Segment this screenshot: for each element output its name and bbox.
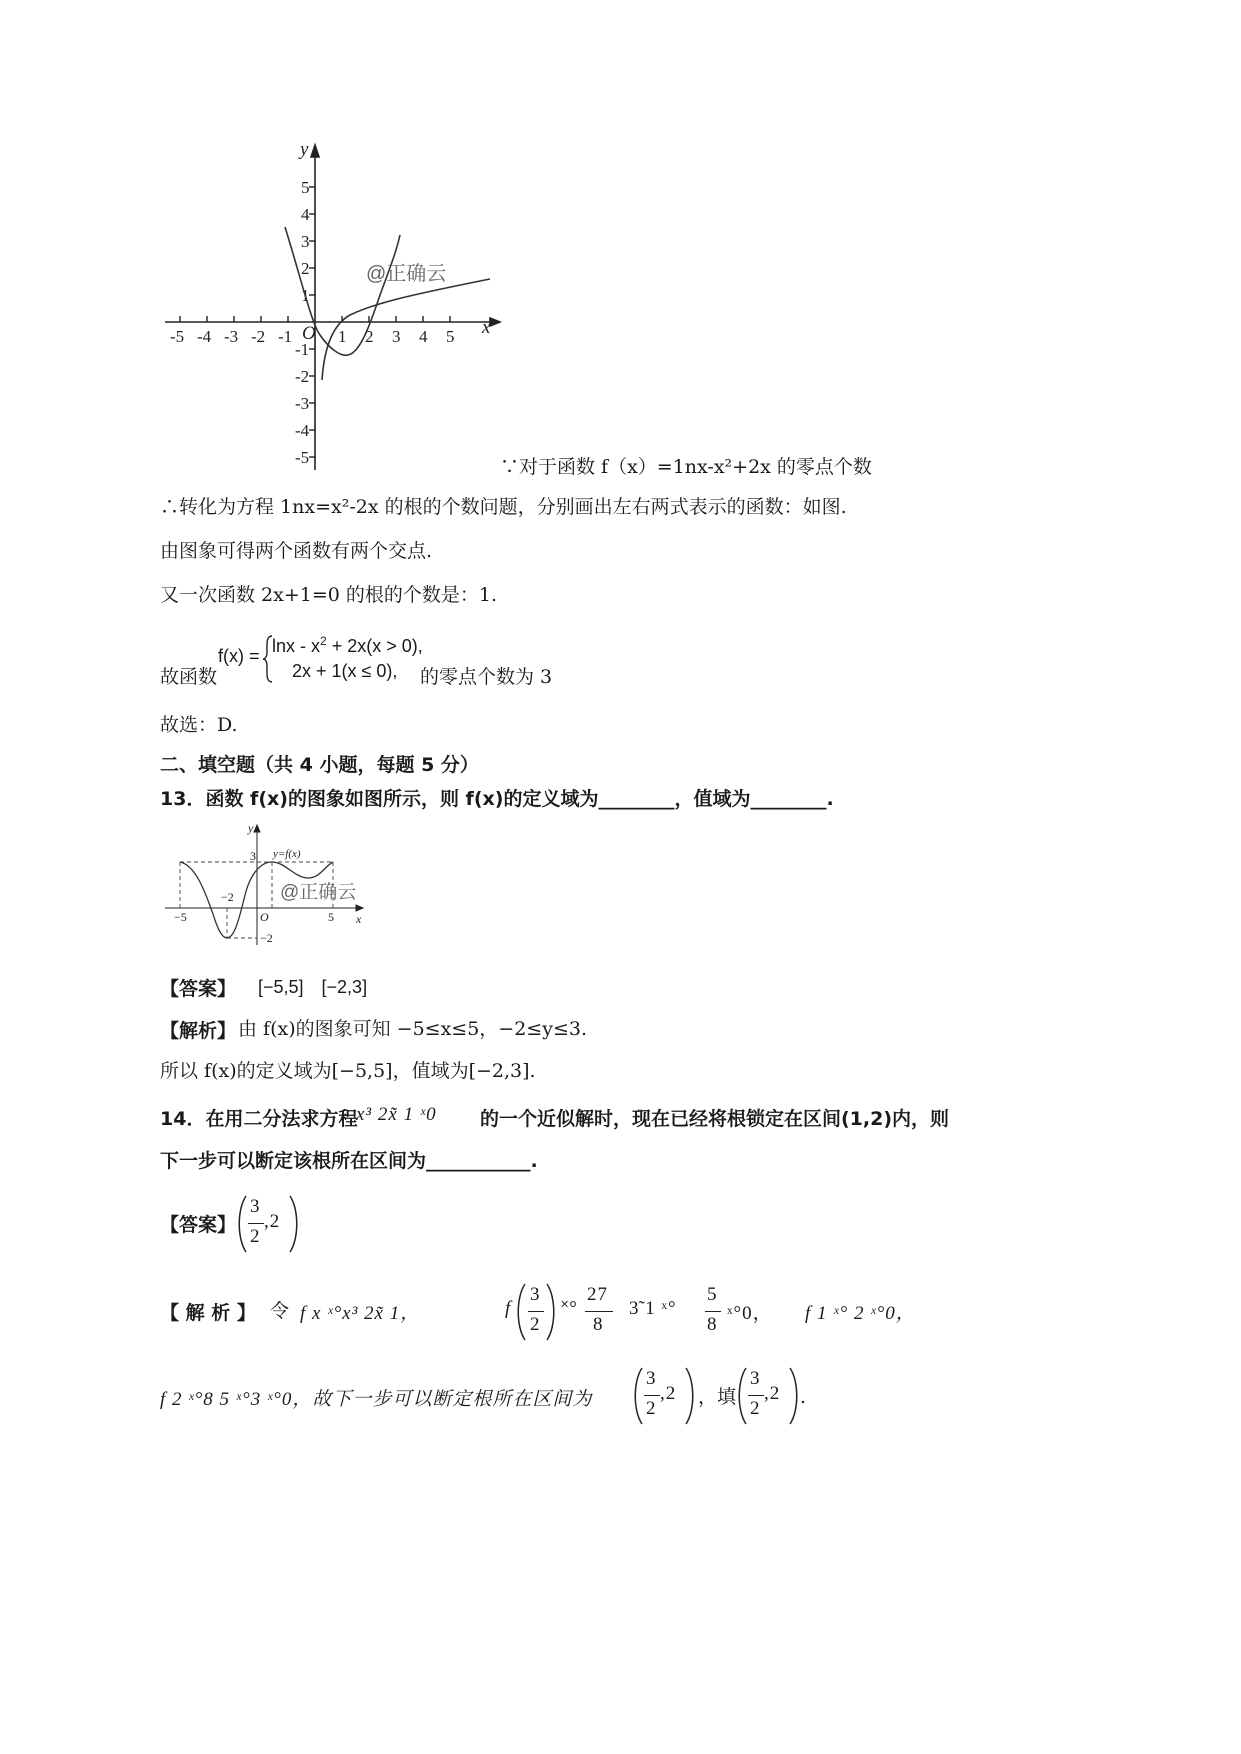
piecewise-case2: 2x + 1(x ≤ 0), bbox=[292, 661, 398, 681]
q13-tick-5: 5 bbox=[328, 910, 334, 924]
q13-y-label: y bbox=[248, 821, 254, 835]
x-tick-label: -5 bbox=[170, 327, 185, 346]
q13-answer: [−5,5] [−2,3] bbox=[258, 977, 368, 997]
choice-line: 故选：D. bbox=[160, 714, 238, 736]
lnx-curve bbox=[322, 279, 490, 380]
x-axis-label: x bbox=[482, 317, 491, 338]
x-tick-label: -2 bbox=[251, 327, 266, 346]
x-tick-label: 1 bbox=[338, 327, 347, 346]
watermark: @正确云 bbox=[366, 263, 447, 285]
q13-analysis-label: 【解析】 bbox=[160, 1020, 237, 1042]
q13-graph bbox=[160, 820, 370, 950]
piecewise-case1: $\ln x - x^2 + 2x(x > 0)$, bbox=[272, 634, 423, 656]
q13-x-label: x bbox=[356, 912, 362, 926]
q14-line3-interval-1: 3 2 ,2 bbox=[632, 1366, 702, 1428]
piecewise-lhs: f(x) = bbox=[218, 646, 260, 666]
x-tick-label: -1 bbox=[278, 327, 293, 346]
q14-stem-b: 的一个近似解时，现在已经将根锁定在区间(1,2)内，则 bbox=[480, 1108, 950, 1130]
q13-tick-neg2-y: −2 bbox=[260, 931, 273, 945]
solution-line-c: 又一次函数 2x+1=0 的根的个数是：1. bbox=[160, 584, 498, 606]
q13-analysis: 由 f(x)的图象可知 −5≤x≤5，−2≤y≤3. bbox=[238, 1018, 588, 1040]
q14-answer-interval: 3 2 ,2 bbox=[236, 1194, 306, 1254]
q13-conclusion: 所以 f(x)的定义域为[−5,5]，值域为[−2,3]. bbox=[160, 1060, 536, 1082]
q13-origin: O bbox=[260, 910, 269, 924]
q14-an-f1: f x ˣ°x³ 2x̃ 1， bbox=[300, 1303, 421, 1324]
x-tick-label: 3 bbox=[392, 327, 401, 346]
y-tick-label: 4 bbox=[301, 205, 310, 224]
q14-answer-label: 【答案】 bbox=[160, 1214, 237, 1236]
y-tick-label: -4 bbox=[295, 421, 310, 440]
y-tick-label: -5 bbox=[295, 448, 310, 467]
q14-stem-a: 14．在用二分法求方程 bbox=[160, 1108, 358, 1130]
q14-line3-a: f 2 ˣ°8 5 ˣ°3 ˣ°0，故下一步可以断定根所在区间为 bbox=[160, 1389, 593, 1410]
q13-func-label: y=f(x) bbox=[273, 848, 301, 860]
y-tick-label: 5 bbox=[301, 178, 310, 197]
piecewise-prefix: 故函数 bbox=[160, 666, 218, 688]
origin-label: O bbox=[302, 323, 316, 344]
section-title: 二、填空题（共 4 小题，每题 5 分） bbox=[160, 754, 479, 776]
y-tick-label: 2 bbox=[301, 259, 310, 278]
q13-stem: 13．函数 f(x)的图象如图所示，则 f(x)的定义域为________，值域为________. bbox=[160, 788, 834, 810]
q14-analysis-label: 【 解 析 】 bbox=[160, 1302, 256, 1324]
piecewise-suffix: 的零点个数为 3 bbox=[420, 666, 553, 688]
x-tick-label: 5 bbox=[446, 327, 455, 346]
q13-watermark: @正确云 bbox=[280, 882, 357, 903]
q14-line3-c: . bbox=[800, 1386, 807, 1408]
q14-line3-b: ，填 bbox=[698, 1386, 737, 1408]
y-tick-label: -3 bbox=[295, 394, 310, 413]
q14-stem-c: 下一步可以断定该根所在区间为___________. bbox=[160, 1150, 538, 1172]
x-tick-label: 4 bbox=[419, 327, 428, 346]
q14-line3-interval-2: 3 2 ,2 bbox=[736, 1366, 806, 1428]
q14-an-ling: 令 bbox=[270, 1300, 290, 1322]
solution-line-a: ∴转化为方程 1nx=x²-2x 的根的个数问题，分别画出左右两式表示的函数：如图. bbox=[160, 496, 847, 518]
x-axis-arrow bbox=[490, 318, 500, 326]
graph-lnx-vs-quadratic bbox=[160, 135, 510, 480]
x-tick-label: 2 bbox=[365, 327, 374, 346]
q13-tick-3: 3 bbox=[250, 849, 256, 863]
q13-answer-label: 【答案】 bbox=[160, 978, 237, 1000]
y-tick-label: -2 bbox=[295, 367, 310, 386]
y-axis-arrow bbox=[311, 145, 319, 157]
q14-an-f32: f 3 2 ˟° 27 8 3̃ 1 ˣ° 5 8 ˣ°0， f 1 ˣ° 2 ˣ°0， bbox=[505, 1280, 945, 1344]
x-tick-label: -4 bbox=[197, 327, 212, 346]
y-tick-label: -1 bbox=[295, 340, 310, 359]
q13-tick-neg2-x: −2 bbox=[221, 890, 234, 904]
y-tick-label: 1 bbox=[301, 286, 310, 305]
solution-line-b: 由图象可得两个函数有两个交点. bbox=[160, 540, 433, 562]
graph1-caption: ∵对于函数 f（x）=1nx-x²+2x 的零点个数 bbox=[500, 456, 872, 478]
y-tick-label: 3 bbox=[301, 232, 310, 251]
q14-equation: x³ 2x̃ 1 ˣ0 bbox=[356, 1104, 437, 1125]
q13-tick-neg5: −5 bbox=[174, 910, 187, 924]
y-axis-label: y bbox=[300, 139, 309, 160]
x-tick-label: -3 bbox=[224, 327, 239, 346]
